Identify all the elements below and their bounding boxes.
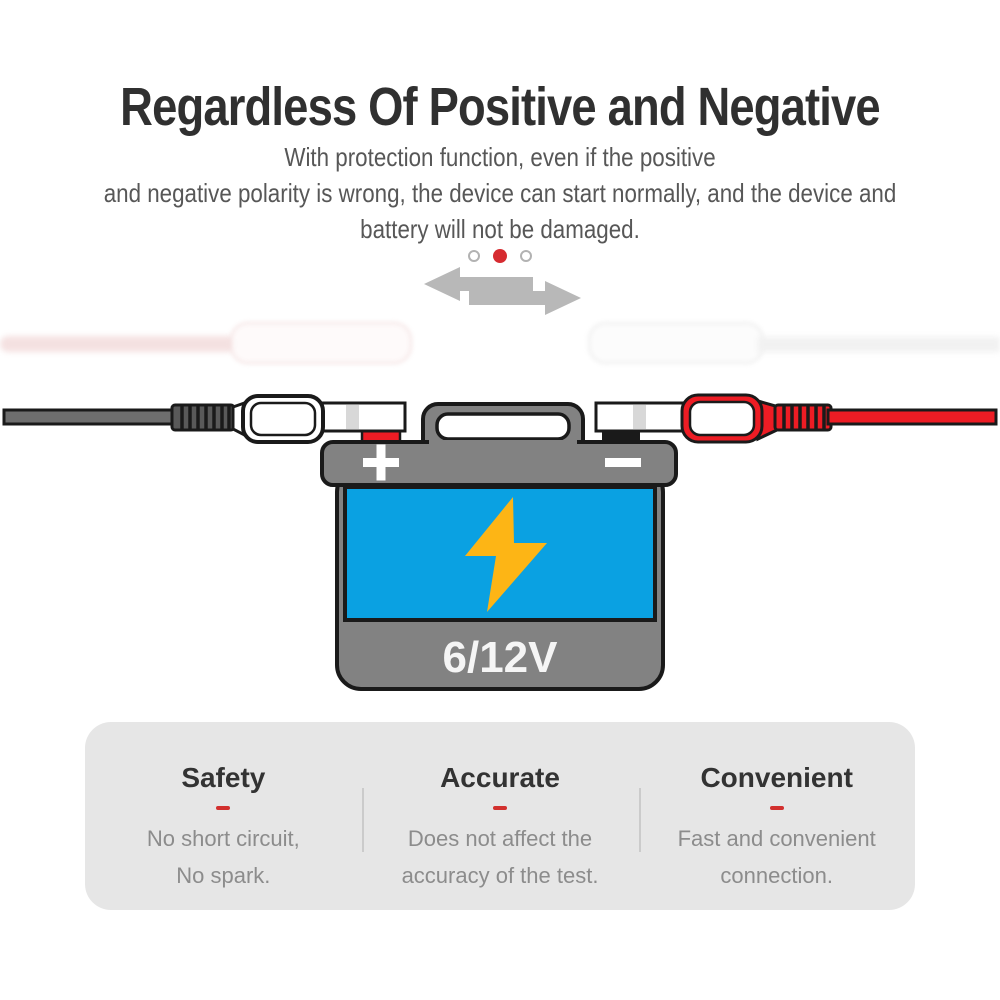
feature-text-line: Fast and convenient <box>677 826 876 851</box>
feature-title: Safety <box>181 762 266 793</box>
subtitle-line: With protection function, even if the positive <box>284 142 716 172</box>
cable-ribs <box>182 406 229 429</box>
negative-symbol <box>605 458 641 467</box>
subtitle-line: battery will not be damaged. <box>360 214 640 244</box>
feature-convenient <box>638 722 915 910</box>
page-title: Regardless Of Positive and Negative <box>120 77 880 137</box>
feature-divider <box>639 788 641 852</box>
feature-divider <box>362 788 364 852</box>
subtitle-line: and negative polarity is wrong, the device can start normally, and the device and <box>103 178 897 208</box>
feature-text-line: accuracy of the test. <box>401 863 599 888</box>
feature-text-line: No spark. <box>176 863 271 888</box>
red-dash-icon <box>493 806 507 810</box>
feature-safety <box>85 722 362 910</box>
feature-title: Convenient <box>700 762 853 793</box>
feature-text-line: No short circuit, <box>146 826 300 851</box>
red-dash-icon <box>216 806 230 810</box>
gray-cable <box>4 399 256 441</box>
feature-text-line: connection. <box>720 863 833 888</box>
features-box <box>85 722 915 910</box>
feature-title: Accurate <box>440 762 560 793</box>
battery-voltage-label: 6/12V <box>442 633 558 682</box>
battery-handle-hole <box>437 414 569 439</box>
feature-text-line: Does not affect the <box>407 826 593 851</box>
battery <box>322 404 676 689</box>
red-cable <box>775 405 996 430</box>
feature-accurate <box>362 722 639 910</box>
red-dash-icon <box>770 806 784 810</box>
